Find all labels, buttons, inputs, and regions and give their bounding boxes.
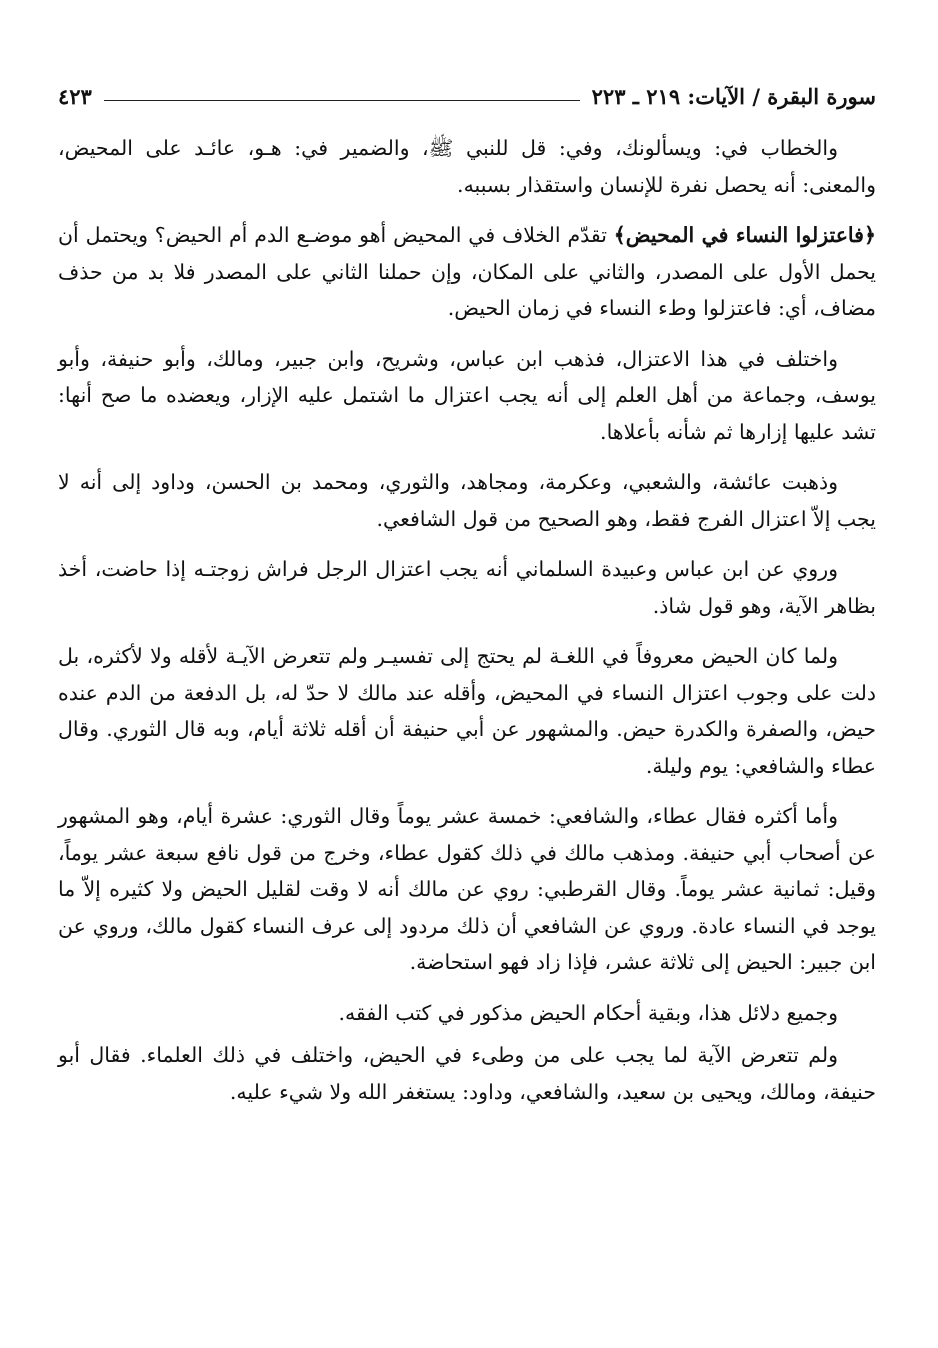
paragraph-text: واختلف في هذا الاعتزال، فذهب ابن عباس، وشريح، وابن جبير، ومالك، وأبو حنيفة، وأبو يوسف، وجماعة من أهل العلم إلى أنه يجب اعتزال ما اشتمل عليه الإزار، ويعضده ما صح أنها: تشد عليها إزارها ثم شأنه بأعلاها. [58,346,876,444]
page-body [58,130,876,1110]
paragraph-text: وجميع دلائل هذا، وبقية أحكام الحيض مذكور في كتب الفقه. [338,1000,838,1025]
paragraph-1 [58,130,876,203]
paragraph-6 [58,638,876,784]
paragraph-text: تقدّم الخلاف في المحيض أهو موضـع الدم أم الحيض؟ ويحتمل أن يحمل الأول على المصدر، والثاني على المكان، وإن حملنا الثاني على المصدر فلا بد من حذف مضاف، أي: فاعتزلوا وطء النساء في زمان الحيض. [58,223,876,320]
paragraph-9 [58,1037,876,1110]
paragraph-5 [58,551,876,624]
book-page [58,78,876,1288]
paragraph-text: والخطاب في: ويسألونك، وفي: قل للنبي ﷺ، والضمير في: هـو، عائـد على المحيض، والمعنى: أنه يحصل نفرة للإنسان واستقذار بسببه. [58,136,876,197]
page-header [58,78,876,114]
paragraph-text: وروي عن ابن عباس وعبيدة السلماني أنه يجب اعتزال الرجل فراش زوجتـه إذا حاضت، أخذ بظاهر الآية، وهو قول شاذ. [58,557,876,618]
paragraph-7 [58,798,876,981]
paragraph-4 [58,464,876,537]
quranic-quote: ﴿فاعتزلوا النساء في المحيض﴾ [613,223,876,247]
paragraph-2 [58,217,876,327]
paragraph-3 [58,341,876,451]
header-rule [104,100,580,101]
paragraph-text: وأما أكثره فقال عطاء، والشافعي: خمسة عشر يوماً وقال الثوري: عشرة أيام، وهو المشهور عن أصحاب أبي حنيفة. ومذهب مالك في ذلك كقول عطاء، وخرج من قول نافع سبعة عشر يوماً، وقيل: ثمانية عشر يوماً. وقال القرطبي: روي عن مالك أنه لا وقت لقليل الحيض ولا كثيره إلاّ ما يوجد في النساء عادة. وروي عن الشافعي أن ذلك مردود إلى عرف النساء كقول مالك، وروي عن ابن جبير: الحيض إلى ثلاثة عشر، فإذا زاد فهو استحاضة. [58,804,876,974]
running-title: سورة البقرة / الآيات: ٢١٩ ـ ٢٢٣ [591,83,876,109]
paragraph-text: ولما كان الحيض معروفاً في اللغـة لم يحتج إلى تفسيـر ولم تتعرض الآيـة لأقله ولا لأكثره، بل دلت على وجوب اعتزال النساء في المحيض، وأقله عند مالك لا حدّ له، بل الدفعة من الدم عنده حيض، والصفرة والكدرة حيض. والمشهور عن أبي حنيفة أن أقله ثلاثة أيام، وبه قال الثوري. وقال عطاء والشافعي: يوم وليلة. [58,644,876,778]
paragraph-8 [58,995,876,1032]
paragraph-text: ولم تتعرض الآية لما يجب على من وطىء في الحيض، واختلف في ذلك العلماء. فقال أبو حنيفة، ومالك، ويحيى بن سعيد، والشافعي، وداود: يستغفر الله ولا شيء عليه. [58,1043,876,1104]
paragraph-text: وذهبت عائشة، والشعبي، وعكرمة، ومجاهد، والثوري، ومحمد بن الحسن، وداود إلى أنه لا يجب إلاّ اعتزال الفرج فقط، وهو الصحيح من قول الشافعي. [58,470,876,531]
page-number: ٤٢٣ [58,83,92,109]
